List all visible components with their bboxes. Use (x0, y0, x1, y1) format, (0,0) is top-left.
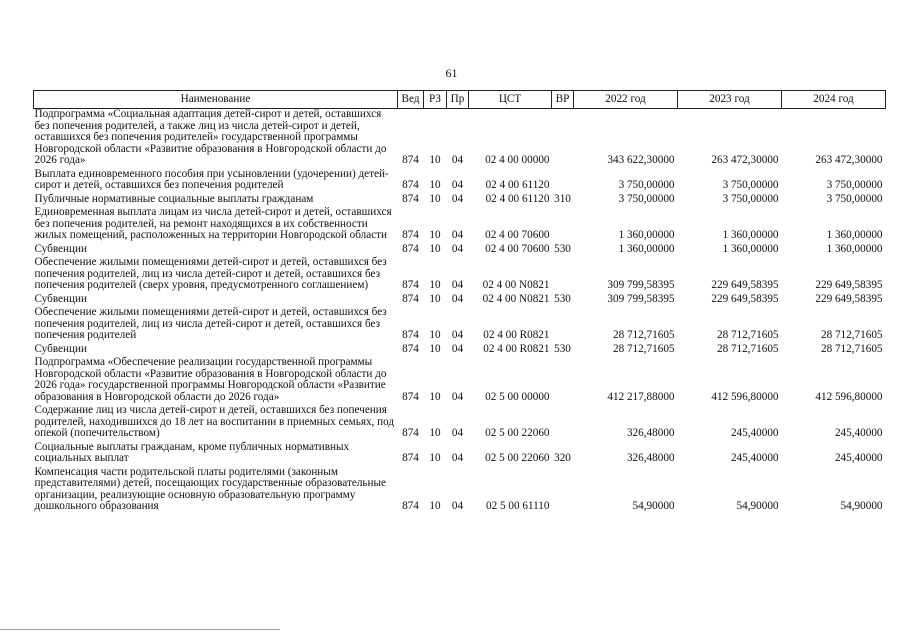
cell-vr (552, 467, 574, 515)
cell-2023: 28 712,71605 (716, 342, 779, 355)
cell-pr: 04 (451, 452, 464, 464)
cell-pr: 04 (451, 154, 464, 166)
col-header-rz: РЗ (424, 91, 447, 109)
cell-ved: 874 (402, 279, 419, 291)
cell-name: Содержание лиц из числа детей-сирот и детей, оставшихся без попечения родителей, находившихся до 18 лет на воспитании в приемных семьях, под опекой (попечительством) (34, 404, 395, 439)
cell-ved: 874 (402, 242, 419, 255)
cell-2024: 412 596,80000 (815, 390, 883, 403)
cell-cst: 02 4 00 70600 (485, 242, 550, 255)
cell-2024: 229 649,58395 (815, 279, 883, 291)
cell-2022: 309 799,58395 (607, 292, 675, 305)
cell-pr: 04 (451, 342, 464, 355)
cell-2023: 229 649,58395 (711, 292, 779, 305)
cell-rz: 10 (429, 329, 441, 341)
cell-rz: 10 (429, 390, 441, 403)
table-row (34, 207, 886, 244)
cell-rz: 10 (429, 192, 441, 205)
cell-ved: 874 (402, 452, 419, 464)
cell-2022: 343 622,30000 (607, 154, 675, 166)
cell-2022: 54,90000 (632, 500, 675, 512)
cell-ved: 874 (402, 500, 419, 512)
cell-cst: 02 4 00 N0821 (482, 292, 550, 305)
cell-2024: 245,40000 (834, 427, 883, 439)
cell-2022: 326,48000 (626, 452, 675, 464)
cell-ved: 874 (402, 192, 419, 205)
cell-pr: 04 (451, 292, 464, 305)
cell-vr (552, 257, 574, 294)
cell-rz: 10 (429, 500, 441, 512)
col-header-2024: 2024 год (782, 91, 886, 109)
cell-pr: 04 (451, 329, 464, 341)
cell-2024: 263 472,30000 (815, 154, 883, 166)
col-header-2023: 2023 год (678, 91, 782, 109)
budget-table (33, 90, 886, 515)
cell-2023: 245,40000 (730, 452, 779, 464)
cell-pr: 04 (451, 500, 464, 512)
cell-2024: 28 712,71605 (820, 329, 883, 341)
cell-name: Субвенции (34, 342, 87, 355)
cell-2022: 28 712,71605 (612, 329, 675, 341)
cell-cst: 02 4 00 61120 (485, 192, 550, 205)
cell-rz: 10 (429, 342, 441, 355)
cell-2022: 412 217,88000 (607, 390, 675, 403)
col-header-vr: ВР (552, 91, 574, 109)
table-row (34, 357, 886, 405)
cell-2023: 1 360,00000 (722, 229, 779, 241)
cell-name: Публичные нормативные социальные выплаты гражданам (34, 192, 314, 205)
cell-cst: 02 4 00 R0821 (483, 342, 550, 355)
col-header-ved: Вед (398, 91, 424, 109)
cell-rz: 10 (429, 292, 441, 305)
cell-ved: 874 (402, 427, 419, 439)
cell-2024: 3 750,00000 (826, 179, 883, 191)
cell-2023: 3 750,00000 (722, 179, 779, 191)
cell-rz: 10 (429, 279, 441, 291)
col-header-pr: Пр (447, 91, 469, 109)
cell-pr: 04 (451, 427, 464, 439)
cell-rz: 10 (429, 427, 441, 439)
cell-cst: 02 5 00 61110 (486, 500, 550, 512)
cell-2023: 412 596,80000 (711, 390, 779, 403)
cell-name: Обеспечение жилыми помещениями детей-сирот и детей, оставшихся без попечения родителей, лиц из числа детей-сирот и детей, оставшихся без попечения родителей (34, 306, 387, 341)
cell-cst: 02 4 00 N0821 (482, 279, 550, 291)
cell-2022: 326,48000 (626, 427, 675, 439)
cell-name: Обеспечение жилыми помещениями детей-сирот и детей, оставшихся без попечения родителей, лиц из числа детей-сирот и детей, оставшихся без попечения родителей (сверх уровня, предусмотренного соглашением) (34, 256, 387, 291)
cell-2023: 229 649,58395 (711, 279, 779, 291)
cell-pr: 04 (451, 229, 464, 241)
cell-2023: 263 472,30000 (711, 154, 779, 166)
cell-vr: 310 (554, 192, 571, 205)
cell-name: Социальные выплаты гражданам, кроме публичных нормативных социальных выплат (34, 440, 350, 464)
cell-pr: 04 (451, 390, 464, 403)
cell-name: Выплата единовременного пособия при усыновлении (удочерении) детей-сирот и детей, оставшихся без попечения родителей (34, 167, 389, 191)
cell-2024: 245,40000 (834, 452, 883, 464)
col-header-name: Наименование (34, 91, 398, 109)
col-header-cst: ЦСТ (469, 91, 552, 109)
cell-2024: 3 750,00000 (826, 192, 883, 205)
cell-rz: 10 (429, 229, 441, 241)
cell-vr (552, 109, 574, 169)
cell-2022: 3 750,00000 (618, 192, 675, 205)
cell-2023: 28 712,71605 (716, 329, 779, 341)
cell-2022: 28 712,71605 (612, 342, 675, 355)
cell-pr: 04 (451, 192, 464, 205)
cell-2024: 28 712,71605 (820, 342, 883, 355)
cell-ved: 874 (402, 179, 419, 191)
cell-vr (552, 357, 574, 405)
footer-divider (0, 629, 280, 630)
cell-cst: 02 5 00 22060 (485, 427, 550, 439)
cell-2023: 1 360,00000 (722, 242, 779, 255)
cell-vr: 320 (554, 452, 571, 464)
table-row (34, 344, 886, 358)
cell-2024: 229 649,58395 (815, 292, 883, 305)
cell-pr: 04 (451, 242, 464, 255)
cell-2024: 54,90000 (840, 500, 883, 512)
cell-ved: 874 (402, 390, 419, 403)
table-row (34, 467, 886, 515)
cell-pr: 04 (451, 279, 464, 291)
cell-vr (552, 307, 574, 344)
cell-2022: 1 360,00000 (618, 229, 675, 241)
table-header-row (34, 91, 886, 109)
table-body (34, 109, 886, 515)
cell-vr (552, 405, 574, 442)
cell-rz: 10 (429, 154, 441, 166)
table-row (34, 307, 886, 344)
cell-vr: 530 (554, 342, 571, 355)
cell-ved: 874 (402, 154, 419, 166)
cell-cst: 02 4 00 00000 (485, 154, 550, 166)
cell-vr: 530 (554, 242, 571, 255)
cell-name: Подпрограмма «Обеспечение реализации государственной программы Новгородской области «Развитие образования в Новгородской области до 2026 года» государственной программы Новгородской области «Развитие образования в Новгородской области до 2026 года» (34, 356, 387, 403)
cell-rz: 10 (429, 242, 441, 255)
cell-2023: 54,90000 (736, 500, 779, 512)
cell-rz: 10 (429, 179, 441, 191)
cell-2024: 1 360,00000 (826, 242, 883, 255)
cell-2022: 1 360,00000 (618, 242, 675, 255)
table-row (34, 442, 886, 467)
cell-vr (552, 169, 574, 194)
table-row (34, 109, 886, 169)
cell-cst: 02 5 00 22060 (485, 452, 550, 464)
cell-ved: 874 (402, 342, 419, 355)
table-row (34, 194, 886, 208)
table-row (34, 244, 886, 258)
col-header-2022: 2022 год (574, 91, 678, 109)
cell-2023: 245,40000 (730, 427, 779, 439)
cell-name: Компенсация части родительской платы родителями (законным представителями) детей, посещающих государственные образовательные организации, реализующие основную образовательную программу дошкольного образования (34, 465, 386, 512)
cell-2024: 1 360,00000 (826, 229, 883, 241)
cell-name: Субвенции (34, 292, 87, 305)
cell-pr: 04 (451, 179, 464, 191)
cell-name: Подпрограмма «Социальная адаптация детей-сирот и детей, оставшихся без попечения родителей, а также лиц из числа детей-сирот и детей, оставшихся без попечения родителей» государственной программы Новгородской области «Развитие образования в Новгородской области до 2026 года» (34, 108, 387, 166)
cell-cst: 02 5 00 00000 (485, 390, 550, 403)
cell-ved: 874 (402, 329, 419, 341)
cell-2023: 3 750,00000 (722, 192, 779, 205)
cell-name: Единовременная выплата лицам из числа детей-сирот и детей, оставшихся без попечения родителей, на ремонт находящихся в их собственности жилых помещений, расположенных на территории Новгородской области (34, 206, 392, 241)
cell-cst: 02 4 00 R0821 (483, 329, 550, 341)
table-row (34, 169, 886, 194)
table-row (34, 257, 886, 294)
cell-rz: 10 (429, 452, 441, 464)
page-number: 61 (445, 66, 458, 80)
cell-vr (552, 207, 574, 244)
cell-2022: 3 750,00000 (618, 179, 675, 191)
table-row (34, 294, 886, 308)
table-row (34, 405, 886, 442)
cell-cst: 02 4 00 70600 (485, 229, 550, 241)
cell-cst: 02 4 00 61120 (485, 179, 550, 191)
cell-ved: 874 (402, 292, 419, 305)
cell-2022: 309 799,58395 (607, 279, 675, 291)
cell-name: Субвенции (34, 242, 87, 255)
cell-ved: 874 (402, 229, 419, 241)
cell-vr: 530 (554, 292, 571, 305)
